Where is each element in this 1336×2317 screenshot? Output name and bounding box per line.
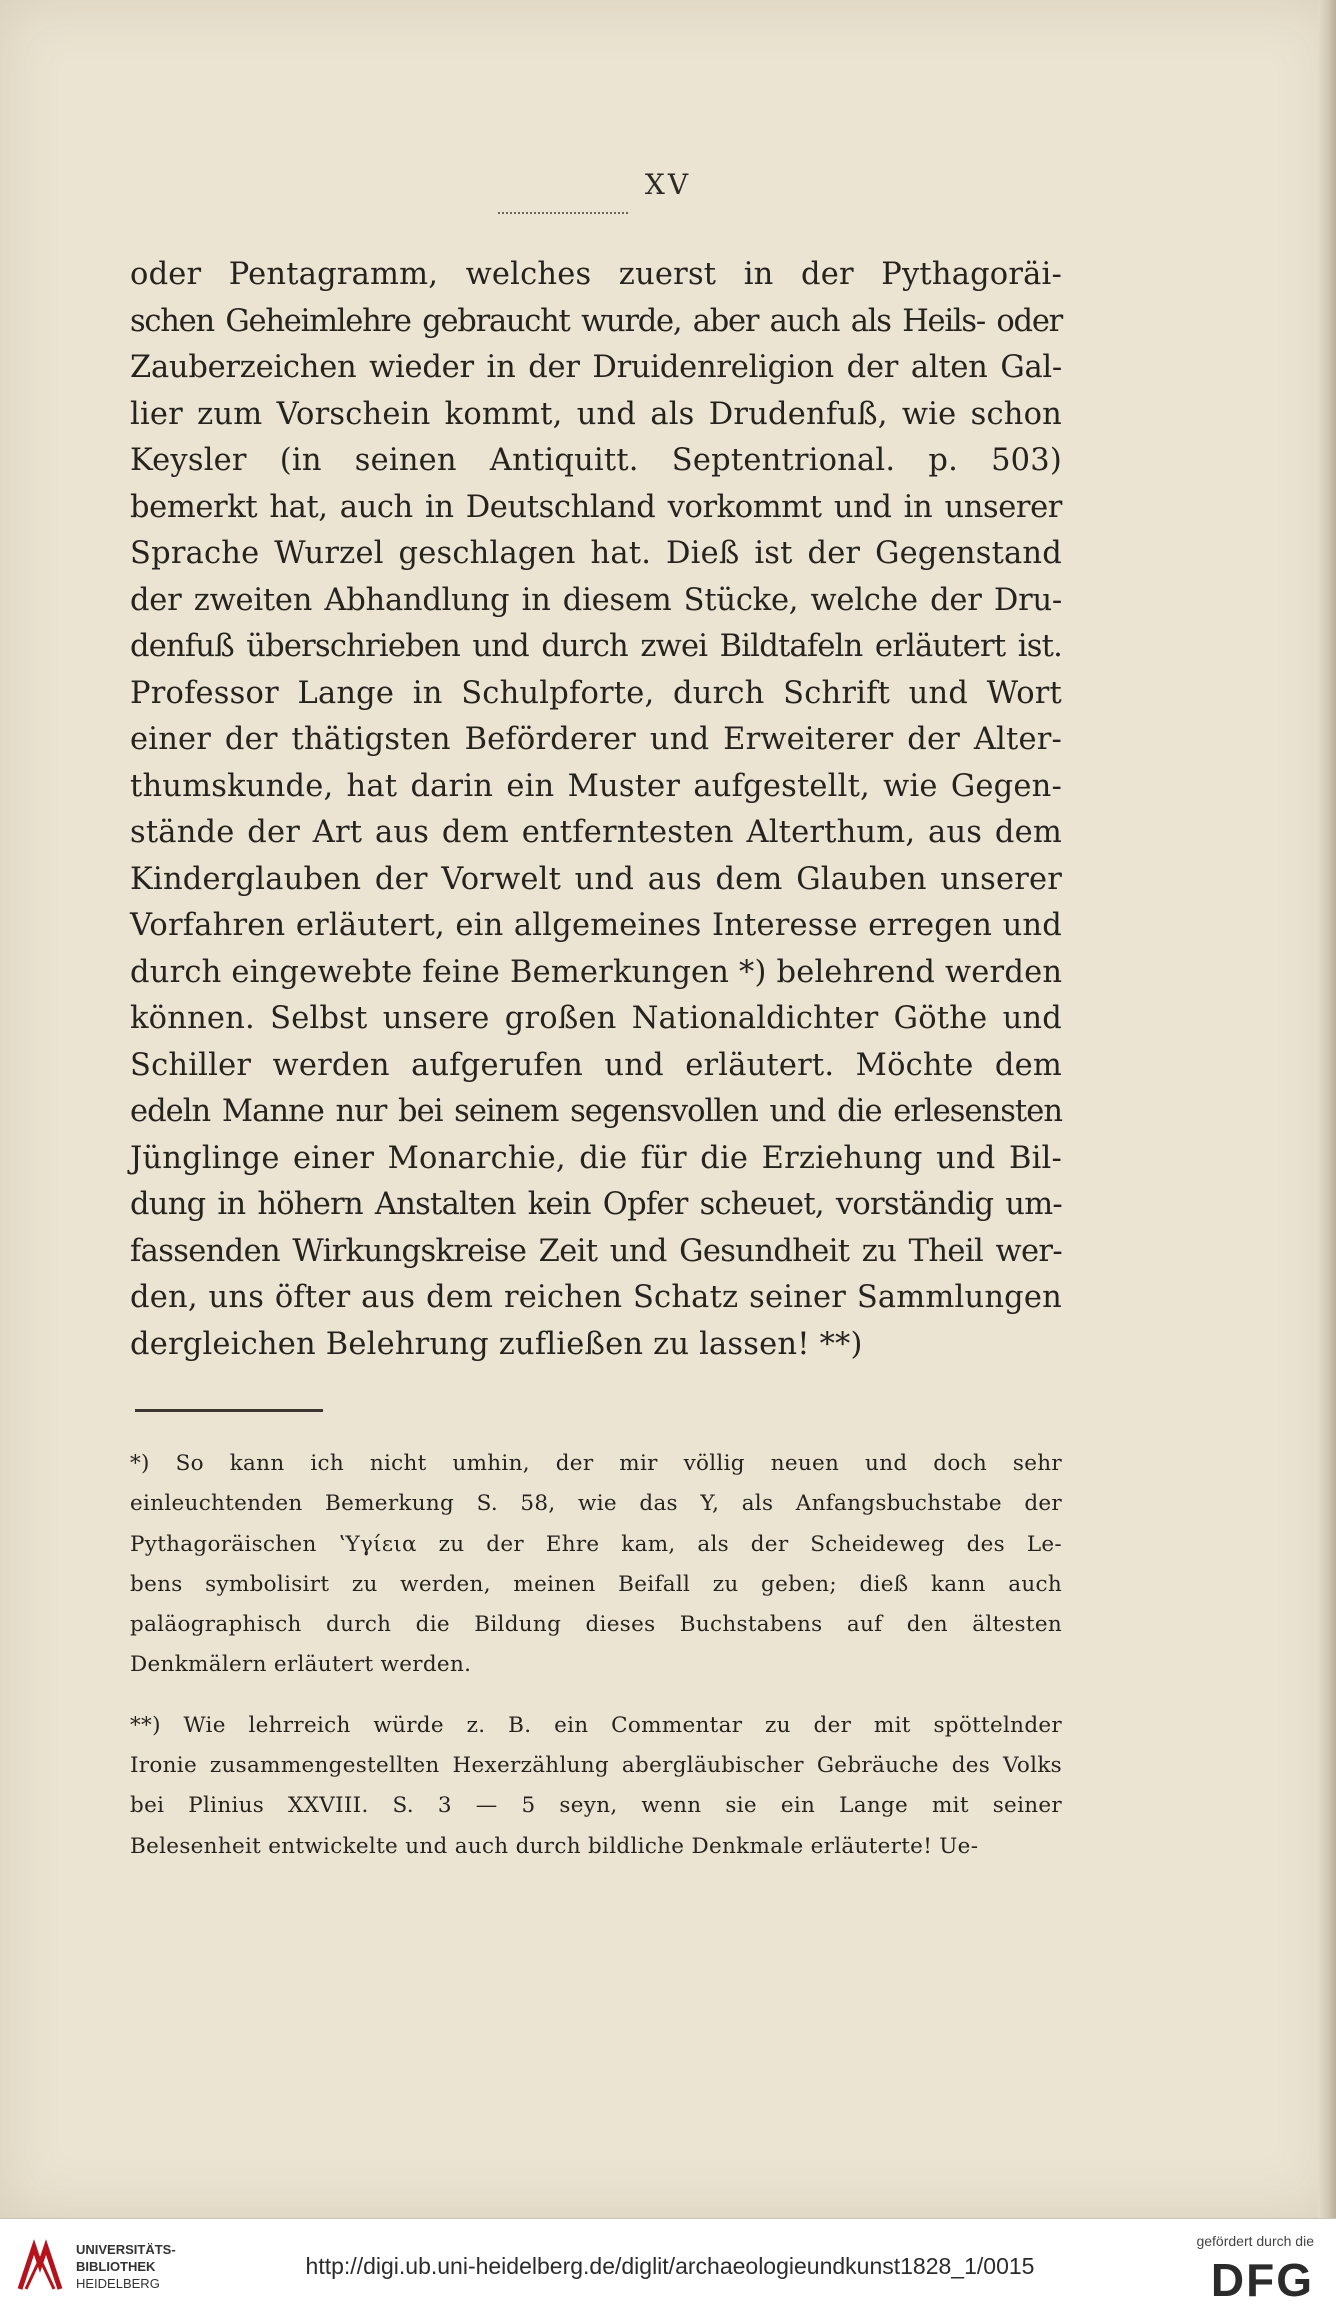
text-line: durch eingewebte feine Bemerkungen *) belehrend werden [130,954,1063,990]
text-line: Vorfahren erläutert, ein allgemeines Interesse erregen und [130,908,1062,943]
footnote-line: paläographisch durch die Bildung dieses Buchstabens auf den ältesten [130,1612,1062,1638]
text-line: Keysler (in seinen Antiquitt. Septentrional. p. 503) [130,443,1062,478]
footnote-rule [135,1409,323,1412]
text-line: Kinderglauben der Vorwelt und aus dem Glauben unserer [130,861,1062,897]
library-name-line3: HEIDELBERG [76,2276,160,2291]
footnote-line: Pythagoräischen ʽΥγίεια zu der Ehre kam, als der Scheideweg des Le- [130,1531,1062,1557]
footnote-line: *) So kann ich nicht umhin, der mir völlig neuen und doch sehr [130,1451,1062,1476]
text-line: der zweiten Abhandlung in diesem Stücke, welche der Dru- [130,582,1062,618]
text-line: den, uns öfter aus dem reichen Schatz seiner Sammlungen [130,1280,1062,1315]
text-line: Sprache Wurzel geschlagen hat. Dieß ist der Gegenstand [130,536,1062,571]
dfg-logo: DFG [1210,2254,1314,2306]
text-line: bemerkt hat, auch in Deutschland vorkommt und in unserer [130,489,1062,525]
text-line: oder Pentagramm, welches zuerst in der Pythagoräi- [130,257,1062,292]
text-line: fassenden Wirkungskreise Zeit und Gesundheit zu Theil wer- [130,1233,1062,1269]
text-line: Jünglinge einer Monarchie, die für die Erziehung und Bil- [130,1140,1062,1176]
footnotes [130,1444,1062,1867]
footnote-line: einleuchtenden Bemerkung S. 58, wie das Y, als Anfangsbuchstabe der [130,1491,1062,1517]
footnote-2 [130,1706,1062,1867]
main-text-body [130,252,1062,1368]
text-line: schen Geheimlehre gebraucht wurde, aber auch als Heils- oder [130,303,1062,339]
text-line: edeln Manne nur bei seinem segensvollen und die erlesensten [130,1094,1062,1129]
text-line: thumskunde, hat darin ein Muster aufgestellt, wie Gegen- [130,768,1062,804]
library-name [76,2241,176,2292]
footnote-line: Belesenheit entwickelte und auch durch bildliche Denkmale erläuterte! Ue- [130,1833,979,1859]
text-line: können. Selbst unsere großen Nationaldichter Göthe und [130,1001,1062,1036]
text-line: stände der Art aus dem entferntesten Alterthum, aus dem [130,815,1062,850]
page-number: XV [644,168,692,201]
heidelberg-library-logo-icon [12,2237,68,2297]
footnote-1 [130,1444,1062,1686]
text-line: Schiller werden aufgerufen und erläutert. Möchte dem [130,1047,1062,1083]
text-line: denfuß überschrieben und durch zwei Bildtafeln erläutert ist. [130,629,1062,664]
text-line: einer der thätigsten Beförderer und Erweiterer der Alter- [130,722,1062,757]
page-spine-shadow [1318,0,1336,2218]
footnote-line: **) Wie lehrreich würde z. B. ein Commentar zu der mit spöttelnder [130,1712,1062,1738]
text-line: Professor Lange in Schulpforte, durch Schrift und Wort [130,675,1062,711]
document-url-link[interactable]: http://digi.ub.uni-heidelberg.de/diglit/archaeologieundkunst1828_1/0015 [305,2253,1035,2279]
library-name-line1: UNIVERSITÄTS- [76,2242,176,2257]
library-name-line2: BIBLIOTHEK [76,2259,156,2274]
text-line: Zauberzeichen wieder in der Druidenreligion der alten Gal- [130,350,1062,385]
footnote-line: bei Plinius XXVIII. S. 3 — 5 seyn, wenn sie ein Lange mit seiner [130,1793,1062,1819]
text-line: dergleichen Belehrung zufließen zu lassen! **) [130,1326,863,1362]
footnote-line: bens symbolisirt zu werden, meinen Beifall zu geben; dieß kann auch [130,1571,1062,1597]
header-rule [498,212,628,214]
text-line: lier zum Vorschein kommt, und als Drudenfuß, wie schon [130,396,1062,432]
sponsor-label: gefördert durch die [1196,2233,1314,2249]
footnote-line: Ironie zusammengestellten Hexerzählung abergläubischer Gebräuche des Volks [130,1753,1062,1779]
viewer-footer [0,2218,1336,2317]
text-line: dung in höhern Anstalten kein Opfer scheuet, vorständig um- [130,1187,1062,1222]
footnote-line: Denkmälern erläutert werden. [130,1652,472,1678]
